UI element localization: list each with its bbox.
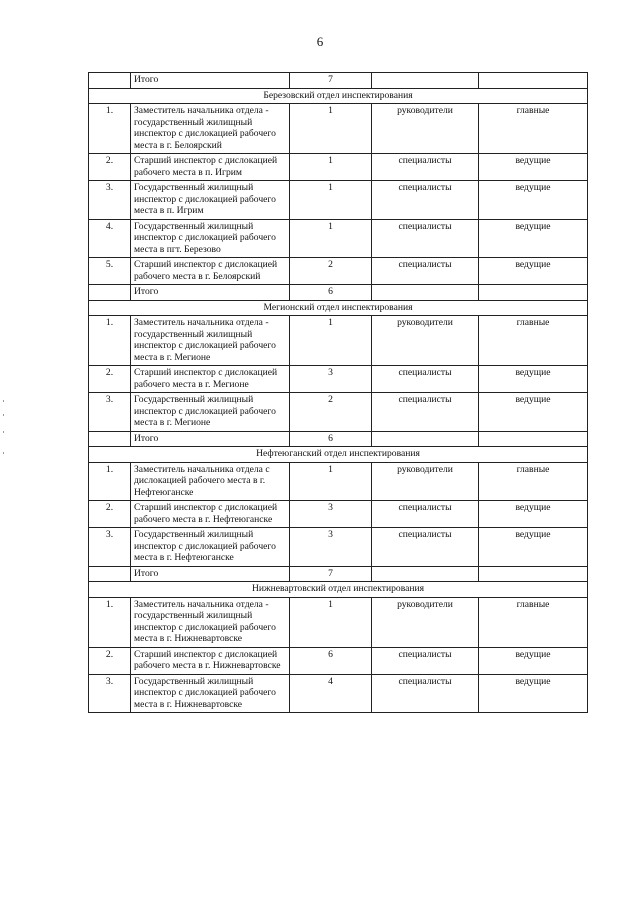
row-number: 1. (89, 462, 131, 501)
table-row (89, 258, 588, 285)
staff-count: 2 (290, 393, 372, 432)
total-label: Итого (131, 431, 290, 447)
total-count: 6 (290, 431, 372, 447)
position-category: руководители (372, 462, 479, 501)
position-category: специалисты (372, 181, 479, 220)
position-category: специалисты (372, 366, 479, 393)
position-category: специалисты (372, 393, 479, 432)
position-title: Старший инспектор с дислокацией рабочего места в г. Нефтеюганске (131, 501, 290, 528)
table-cell (479, 73, 588, 89)
position-group: главные (479, 104, 588, 154)
department-title: Березовский отдел инспектирования (89, 88, 588, 104)
position-group: ведущие (479, 366, 588, 393)
table-row (89, 501, 588, 528)
table-cell (479, 285, 588, 301)
department-header-row (89, 88, 588, 104)
position-title: Старший инспектор с дислокацией рабочего места в г. Мегионе (131, 366, 290, 393)
table-cell (89, 431, 131, 447)
department-header-row (89, 300, 588, 316)
table-cell (89, 285, 131, 301)
table-cell (372, 431, 479, 447)
position-category: специалисты (372, 219, 479, 258)
department-title: Мегионский отдел инспектирования (89, 300, 588, 316)
position-group: ведущие (479, 501, 588, 528)
position-title: Заместитель начальника отдела - государственный жилищный инспектор с дислокацией рабочего места в г. Мегионе (131, 316, 290, 366)
staff-count: 1 (290, 154, 372, 181)
row-number: 2. (89, 366, 131, 393)
row-number: 3. (89, 674, 131, 713)
table-cell (89, 73, 131, 89)
staff-count: 1 (290, 597, 372, 647)
page-number: 6 (316, 34, 324, 49)
staff-count: 2 (290, 258, 372, 285)
staff-count: 6 (290, 647, 372, 674)
table-cell (372, 285, 479, 301)
staffing-table (88, 72, 588, 713)
position-title: Старший инспектор с дислокацией рабочего места в г. Нижневартовске (131, 647, 290, 674)
row-number: 1. (89, 597, 131, 647)
staff-count: 1 (290, 219, 372, 258)
table-row (89, 647, 588, 674)
table-row (89, 528, 588, 567)
scan-margin-specks (3, 400, 5, 460)
staff-count: 1 (290, 462, 372, 501)
position-title: Старший инспектор с дислокацией рабочего места в г. Белоярский (131, 258, 290, 285)
position-group: главные (479, 597, 588, 647)
position-category: специалисты (372, 674, 479, 713)
table-row-total (89, 566, 588, 582)
department-header-row (89, 447, 588, 463)
department-title: Нефтеюганский отдел инспектирования (89, 447, 588, 463)
row-number: 3. (89, 181, 131, 220)
position-group: ведущие (479, 674, 588, 713)
department-header-row (89, 582, 588, 598)
row-number: 2. (89, 501, 131, 528)
position-group: ведущие (479, 393, 588, 432)
row-number: 2. (89, 647, 131, 674)
table-row (89, 104, 588, 154)
position-title: Старший инспектор с дислокацией рабочего места в п. Игрим (131, 154, 290, 181)
department-title: Нижневартовский отдел инспектирования (89, 582, 588, 598)
position-category: руководители (372, 597, 479, 647)
table-row (89, 316, 588, 366)
table-row-total (89, 285, 588, 301)
row-number: 1. (89, 316, 131, 366)
table-cell (372, 566, 479, 582)
table-cell (479, 566, 588, 582)
position-category: специалисты (372, 528, 479, 567)
table-row (89, 154, 588, 181)
table-row (89, 219, 588, 258)
table-row (89, 597, 588, 647)
table-cell (89, 566, 131, 582)
position-group: ведущие (479, 528, 588, 567)
position-category: специалисты (372, 258, 479, 285)
staff-count: 1 (290, 104, 372, 154)
position-group: ведущие (479, 154, 588, 181)
table-row (89, 393, 588, 432)
table-row (89, 462, 588, 501)
staff-count: 4 (290, 674, 372, 713)
staff-count: 3 (290, 366, 372, 393)
position-category: руководители (372, 316, 479, 366)
row-number: 1. (89, 104, 131, 154)
position-title: Государственный жилищный инспектор с дислокацией рабочего места в пгт. Березово (131, 219, 290, 258)
position-title: Государственный жилищный инспектор с дислокацией рабочего места в г. Нефтеюганске (131, 528, 290, 567)
position-title: Государственный жилищный инспектор с дислокацией рабочего места в г. Мегионе (131, 393, 290, 432)
staff-count: 3 (290, 528, 372, 567)
position-title: Заместитель начальника отдела с дислокацией рабочего места в г. Нефтеюганске (131, 462, 290, 501)
table-row (89, 366, 588, 393)
position-title: Заместитель начальника отдела - государственный жилищный инспектор с дислокацией рабочего места в г. Белоярский (131, 104, 290, 154)
table-cell (479, 431, 588, 447)
position-group: ведущие (479, 647, 588, 674)
total-count: 7 (290, 566, 372, 582)
position-title: Государственный жилищный инспектор с дислокацией рабочего места в п. Игрим (131, 181, 290, 220)
position-title: Заместитель начальника отдела - государственный жилищный инспектор с дислокацией рабочего места в г. Нижневартовске (131, 597, 290, 647)
position-category: специалисты (372, 647, 479, 674)
position-category: специалисты (372, 501, 479, 528)
total-label: Итого (131, 285, 290, 301)
position-group: ведущие (479, 181, 588, 220)
table-cell (372, 73, 479, 89)
staff-count: 3 (290, 501, 372, 528)
total-count: 7 (290, 73, 372, 89)
position-group: главные (479, 462, 588, 501)
table-row (89, 674, 588, 713)
total-label: Итого (131, 73, 290, 89)
position-group: главные (479, 316, 588, 366)
row-number: 5. (89, 258, 131, 285)
position-title: Государственный жилищный инспектор с дислокацией рабочего места в г. Нижневартовске (131, 674, 290, 713)
row-number: 3. (89, 393, 131, 432)
staff-count: 1 (290, 181, 372, 220)
table-row-total (89, 431, 588, 447)
total-label: Итого (131, 566, 290, 582)
position-category: специалисты (372, 154, 479, 181)
position-category: руководители (372, 104, 479, 154)
position-group: ведущие (479, 219, 588, 258)
total-count: 6 (290, 285, 372, 301)
row-number: 4. (89, 219, 131, 258)
row-number: 2. (89, 154, 131, 181)
position-group: ведущие (479, 258, 588, 285)
table-row-total (89, 73, 588, 89)
row-number: 3. (89, 528, 131, 567)
staff-count: 1 (290, 316, 372, 366)
table-row (89, 181, 588, 220)
